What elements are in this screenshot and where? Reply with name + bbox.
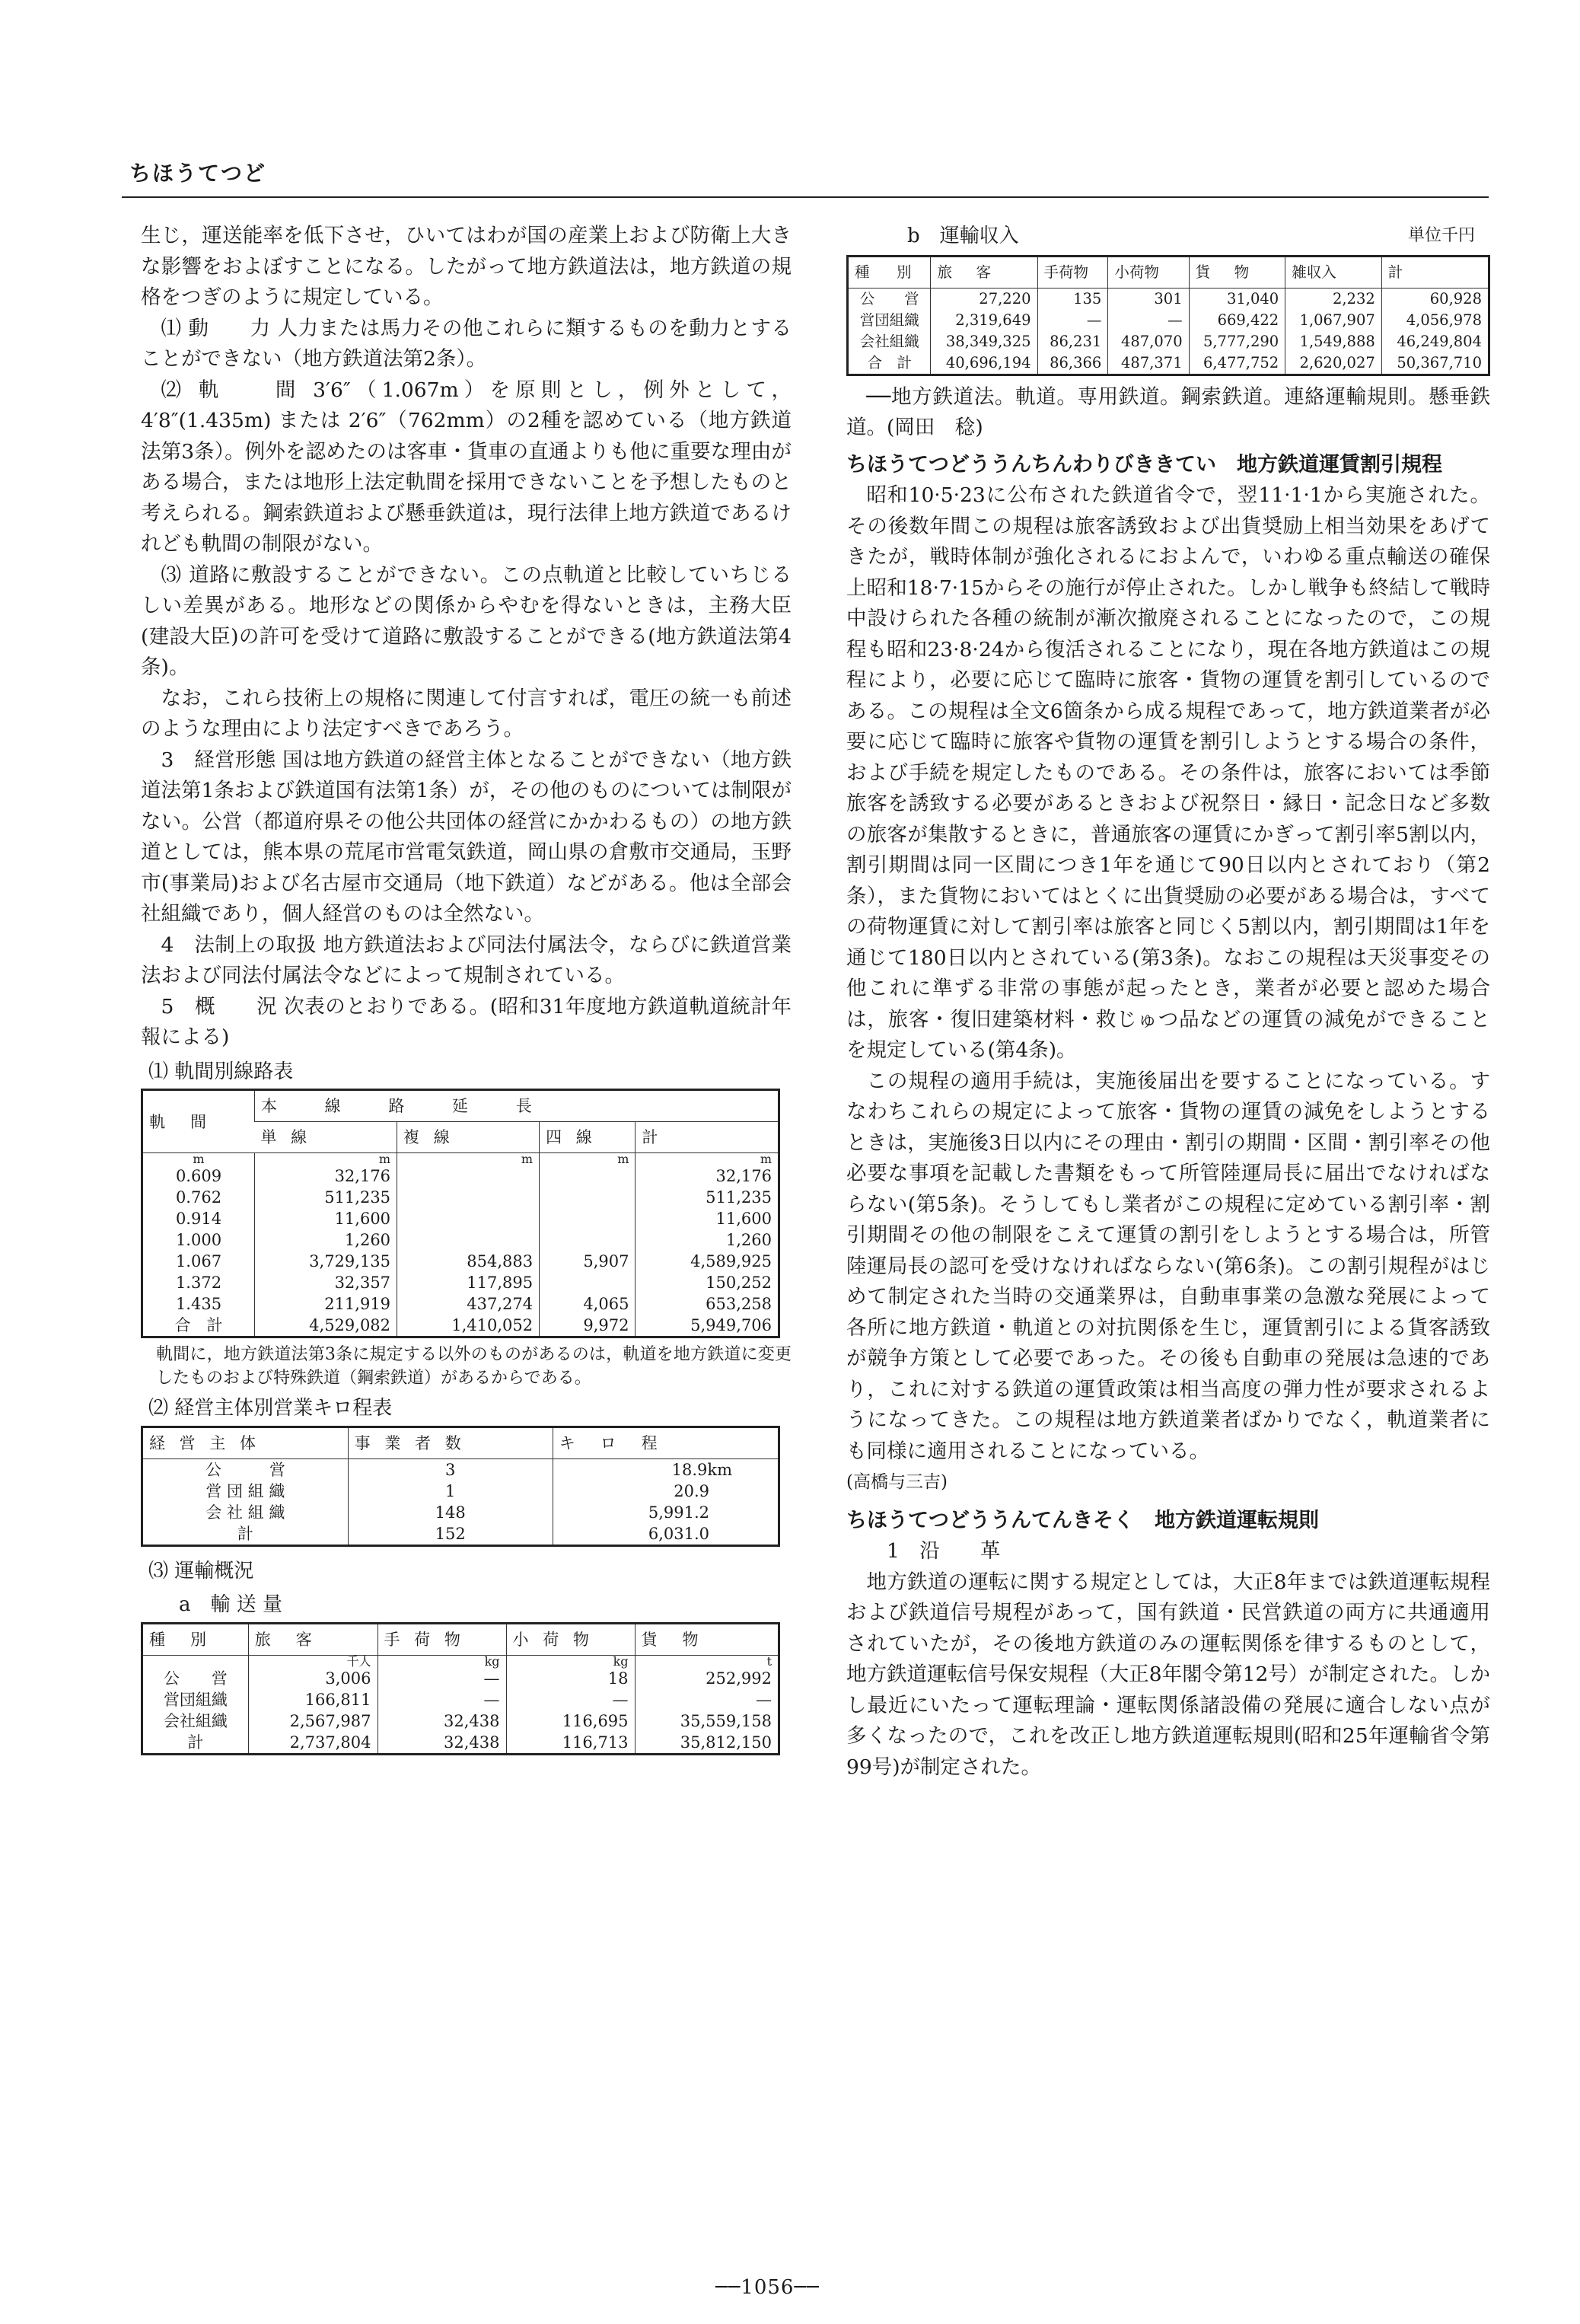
table-row	[142, 1481, 779, 1502]
paragraph: 生じ，運送能率を低下させ，ひいてはわが国の産業上および防衛上大きな影響をおよぼすことになる。したがって地方鉄道法は，地方鉄道の規格をつぎのように規定している。	[141, 224, 792, 309]
table-header: 事 業 者 数	[348, 1427, 553, 1458]
cell: 計	[187, 1733, 204, 1752]
cell: 11,600	[636, 1208, 779, 1229]
paragraph: ⑴ 動 力 人力または馬力その他これらに類するものを動力とすることができない（地方鉄道法第2条）。	[141, 316, 792, 371]
unit-label: m	[193, 1152, 205, 1166]
table-header: 雑収入	[1285, 256, 1382, 288]
cell	[540, 1208, 636, 1229]
table-row	[142, 1165, 779, 1187]
unit-label: kg	[377, 1655, 506, 1668]
cell: 3,006	[248, 1668, 377, 1689]
unit-label: t	[635, 1655, 779, 1668]
see-also: ──地方鉄道法。軌道。専用鉄道。鋼索鉄道。連絡運輸規則。懸垂鉄道。(岡田 稔)	[846, 384, 1490, 439]
table-row	[848, 288, 1489, 310]
cell: 9,972	[540, 1315, 636, 1337]
cell	[397, 1187, 540, 1208]
cell: 4,529,082	[255, 1315, 397, 1337]
table-header: 小 荷 物	[506, 1623, 635, 1655]
table-header: 軌 間	[142, 1090, 255, 1153]
cell: 150,252	[636, 1272, 779, 1293]
cell: 1.000	[175, 1231, 222, 1249]
cell: 1,260	[255, 1229, 397, 1251]
cell: 会 社 組 織	[205, 1503, 285, 1522]
cell: 2,567,987	[248, 1710, 377, 1732]
table1-caption: ⑴ 軌間別線路表	[148, 1060, 294, 1083]
table3-caption: ⑶ 運輸概況	[148, 1559, 254, 1583]
transport-volume-table	[141, 1622, 780, 1755]
cell: 148	[348, 1502, 553, 1523]
cell: 46,249,804	[1381, 331, 1489, 352]
cell: 6,477,752	[1189, 352, 1285, 375]
paragraph: ⑶ 道路に敷設することができない。この点軌道と比較していちじるしい差異がある。地形などの関係からやむを得ないときは，主務大臣(建設大臣)の許可を受けて道路に敷設することができる(地方鉄道法第4条)。	[141, 563, 792, 679]
cell: 32,438	[377, 1710, 506, 1732]
cell: 6,031.0	[553, 1523, 779, 1546]
cell: 166,811	[248, 1689, 377, 1710]
cell: —	[635, 1689, 779, 1710]
table-header: 手荷物	[1037, 256, 1108, 288]
cell: 1,067,907	[1285, 310, 1382, 331]
cell: 301	[1108, 288, 1189, 310]
cell: 653,258	[636, 1293, 779, 1315]
cell: 18	[506, 1668, 635, 1689]
cell: 487,070	[1108, 331, 1189, 352]
signature: (高橋与三吉)	[846, 1472, 948, 1492]
cell: 計	[237, 1524, 253, 1543]
cell: 135	[1037, 288, 1108, 310]
table-header: キ ロ 程	[553, 1427, 779, 1458]
table-row	[142, 1710, 779, 1732]
cell	[540, 1165, 636, 1187]
cell: 1,260	[636, 1229, 779, 1251]
cell: —	[506, 1689, 635, 1710]
cell: 116,713	[506, 1732, 635, 1755]
paragraph: 5 概 況 次表のとおりである。(昭和31年度地方鉄道軌道統計年報による)	[141, 994, 792, 1049]
cell: 511,235	[255, 1187, 397, 1208]
cell: 152	[348, 1523, 553, 1546]
cell: 4,065	[540, 1293, 636, 1315]
cell: 32,176	[255, 1165, 397, 1187]
cell: 会社組織	[859, 332, 919, 350]
cell: 1.067	[175, 1252, 222, 1270]
cell: 31,040	[1189, 288, 1285, 310]
gauge-table	[141, 1089, 780, 1338]
cell: 2,737,804	[248, 1732, 377, 1755]
paragraph: この規程の適用手続は，実施後届出を要することになっている。すなわちこれらの規定によって旅客・貨物の運賃の減免をしようとするときは，実施後3日以内にその理由・割引の期間・区間・割引率その他必要な事項を記載した書類をもって所管陸運局長に届出でなければならない(第5条)。そうしてもし業者がこの規程に定めている割引率・割引期間その他の制限をこえて運賃の割引をしようとする場合は，所管陸運局長の認可を受けなければならない(第6条)。この割引規程がはじめて制定された当時の交通業界は，自動車事業の急激な発展によって各所に地方鉄道・軌道との対抗関係を生じ，運賃割引による貨客誘致が競争方策として必要であった。その後も自動車の発展は急速的であり，これに対する鉄道の運賃政策は相当高度の弾力性が要求されるようになってきた。この規程は地方鉄道業者ばかりでなく，軌道業者にも同様に適用されることになっている。	[846, 1069, 1490, 1463]
table-header: 手 荷 物	[377, 1623, 506, 1655]
cell: 営団組織	[859, 311, 919, 329]
cell: 0.609	[175, 1167, 222, 1185]
table3-subcaption: a 輸 送 量	[179, 1593, 283, 1616]
cell: 511,235	[636, 1187, 779, 1208]
cell: 35,812,150	[635, 1732, 779, 1755]
cell: 合 計	[867, 353, 912, 371]
cell: 1	[348, 1481, 553, 1502]
cell: 営 団 組 織	[205, 1481, 285, 1500]
table-row	[142, 1272, 779, 1293]
table-header: 小荷物	[1108, 256, 1189, 288]
cell: 営団組織	[163, 1690, 228, 1709]
cell: 487,371	[1108, 352, 1189, 375]
cell: 2,620,027	[1285, 352, 1382, 375]
cell	[397, 1229, 540, 1251]
table-header: 複 線	[397, 1122, 540, 1153]
paragraph: 昭和10·5·23に公布された鉄道省令で，翌11·1·1から実施された。その後数年間この規程は旅客誘致および出貨奨励上相当効果をあげてきたが，戦時体制が強化されるにおよんで，いわゆる重点輸送の確保上昭和18·7·15からその施行が停止された。しかし戦争も終結して戦時中設けられた各種の統制が漸次撤廃されることになったので，この規程も昭和23·8·24から復活されることになり，現在各地方鉄道はこの規程により，必要に応じて臨時に旅客・貨物の運賃を割引しているのである。この規程は全文6箇条から成る規程であって，地方鉄道業者が必要に応じて臨時に旅客や貨物の運賃を割引しようとする場合の条件，および手続を規定したものである。その条件は，旅客においては季節旅客を誘致する必要があるときおよび祝祭日・縁日・記念日など多数の旅客が集散するときに，普通旅客の運賃にかぎって割引率5割以内，割引期間は同一区間につき1年を通じて90日以内とされており（第2条），また貨物においてはとくに出貨奨励の必要がある場合は，すべての荷物運賃に対して割引率は旅客と同じく5割以内，割引期間は1年を通じて180日以内とされている(第3条)。なおこの規程は天災事変その他これに準ずる非常の事態が起ったとき，業者が必要と認めた場合は，旅客・復旧建築材料・救じゅつ品などの運賃の減免ができることを規定している(第4条)。	[846, 483, 1490, 1062]
paragraph: 4 法制上の取扱 地方鉄道法および同法付属法令，ならびに鉄道営業法および同法付属法令などによって規制されている。	[141, 932, 792, 987]
cell: 会社組織	[163, 1711, 228, 1730]
cell: 437,274	[397, 1293, 540, 1315]
table-header: 計	[1381, 256, 1489, 288]
cell: 669,422	[1189, 310, 1285, 331]
cell: 86,366	[1037, 352, 1108, 375]
cell: 117,895	[397, 1272, 540, 1293]
cell	[397, 1165, 540, 1187]
unit-label: m	[255, 1153, 397, 1166]
cell: 公 営	[163, 1669, 228, 1688]
table-row	[142, 1229, 779, 1251]
table-header: 経 営 主 体	[142, 1427, 349, 1458]
paragraph: ⑵ 軌 間 3′6″（1.067m）を原則とし，例外として，4′8″(1.435m) または 2′6″（762mm）の2種を認めている（地方鉄道法第3条）。例外を認めたのは客車・貨車の直通よりも他に重要な理由がある場合，または地形上法定軌間を採用できないことを予想したものと考えられる。鋼索鉄道および懸垂鉄道は，現行法律上地方鉄道であるけれども軌間の制限がない。	[141, 378, 792, 556]
cell: 3	[348, 1458, 553, 1481]
cell: 5,777,290	[1189, 331, 1285, 352]
cell	[397, 1208, 540, 1229]
cell: 35,559,158	[635, 1710, 779, 1732]
table-header: 計	[636, 1122, 779, 1153]
table-header: 単 線	[255, 1122, 397, 1153]
table-row	[142, 1668, 779, 1689]
cell: 5,991.2	[553, 1502, 779, 1523]
cell: —	[1037, 310, 1108, 331]
transport-revenue-table	[846, 255, 1490, 376]
table-row	[142, 1293, 779, 1315]
table4-unit: 単位千円	[1407, 226, 1475, 245]
unit-label: kg	[506, 1655, 635, 1668]
table-row	[142, 1523, 779, 1546]
page-number: ──1056──	[715, 2276, 820, 2299]
unit-label: 千人	[248, 1655, 377, 1668]
table-row	[142, 1315, 779, 1337]
cell	[540, 1187, 636, 1208]
cell: 0.914	[175, 1210, 222, 1228]
table-row	[142, 1502, 779, 1523]
running-title: ちほうてつど	[129, 161, 267, 186]
cell: 4,056,978	[1381, 310, 1489, 331]
header-rule	[122, 196, 1489, 198]
table4-caption: b 運輸収入	[907, 225, 1019, 247]
table-row	[142, 1458, 779, 1481]
cell: 5,949,706	[636, 1315, 779, 1337]
unit-label: m	[540, 1153, 636, 1166]
table-header: 旅 客	[931, 256, 1037, 288]
cell	[540, 1229, 636, 1251]
table-row	[142, 1208, 779, 1229]
section-heading: 1 沿 革	[887, 1539, 1001, 1563]
cell: 1.372	[175, 1274, 222, 1292]
cell: 38,349,325	[931, 331, 1037, 352]
cell: 3,729,135	[255, 1251, 397, 1272]
table-header: 四 線	[540, 1122, 636, 1153]
table2-caption: ⑵ 経営主体別営業キロ程表	[148, 1397, 393, 1420]
cell: 32,176	[636, 1165, 779, 1187]
cell: 0.762	[175, 1188, 222, 1207]
cell: 4,589,925	[636, 1251, 779, 1272]
table-row	[142, 1187, 779, 1208]
cell: 40,696,194	[931, 352, 1037, 375]
unit-label: m	[397, 1153, 540, 1166]
cell: 854,883	[397, 1251, 540, 1272]
entry-heading: ちほうてつどううんちんわりびききてい 地方鉄道運賃割引規程	[846, 452, 1442, 477]
table-row	[142, 1251, 779, 1272]
paragraph: なお，これら技術上の規格に関連して付言すれば，電圧の統一も前述のような理由により法定すべきであろう。	[141, 686, 792, 741]
cell: 60,928	[1381, 288, 1489, 310]
cell: —	[377, 1689, 506, 1710]
cell: 合 計	[174, 1316, 223, 1334]
cell: 2,319,649	[931, 310, 1037, 331]
cell: 公 営	[859, 289, 919, 308]
entry-heading: ちほうてつどううんてんきそく 地方鉄道運転規則	[846, 1508, 1319, 1532]
cell: 18.9km	[553, 1458, 779, 1481]
table-header: 旅 客	[248, 1623, 377, 1655]
cell: 211,919	[255, 1293, 397, 1315]
left-column	[141, 221, 792, 1755]
table-header: 本 線 路 延 長	[255, 1090, 779, 1122]
cell: 5,907	[540, 1251, 636, 1272]
operator-table	[141, 1426, 780, 1547]
cell: 32,438	[377, 1732, 506, 1755]
table-note: 軌間に，地方鉄道法第3条に規定する以外のものがあるのは，軌道を地方鉄道に変更したものおよび特殊鉄道（鋼索鉄道）があるからである。	[156, 1345, 792, 1388]
paragraph: 3 経営形態 国は地方鉄道の経営主体となることができない（地方鉄道法第1条および鉄道国有法第1条）が，その他のものについては制限がない。公営（都道府県その他公共団体の経営にかかわるもの）の地方鉄道としては，熊本県の荒尾市営電気鉄道，岡山県の倉敷市交通局，玉野市(事業局)および名古屋市交通局（地下鉄道）などがある。他は全部会社組織であり，個人経営のものは全然ない。	[141, 748, 792, 926]
table-header: 種 別	[848, 256, 931, 288]
table-header: 種 別	[142, 1623, 249, 1655]
cell: 公 営	[205, 1460, 285, 1479]
table-row	[848, 310, 1489, 331]
cell: 27,220	[931, 288, 1037, 310]
table-row	[848, 331, 1489, 352]
cell: 86,231	[1037, 331, 1108, 352]
table-row	[142, 1689, 779, 1710]
table-row	[142, 1732, 779, 1755]
cell: 116,695	[506, 1710, 635, 1732]
cell: 2,232	[1285, 288, 1382, 310]
cell: 20.9	[553, 1481, 779, 1502]
cell: 252,992	[635, 1668, 779, 1689]
table-header: 貨 物	[1189, 256, 1285, 288]
cell: —	[1108, 310, 1189, 331]
table-row	[848, 352, 1489, 375]
cell	[540, 1272, 636, 1293]
cell: 1.435	[175, 1295, 222, 1313]
paragraph: 地方鉄道の運転に関する規定としては，大正8年までは鉄道運転規程および鉄道信号規程があって，国有鉄道・民営鉄道の両方に共通適用されていたが，その後地方鉄道のみの運転関係を律するものとして，地方鉄道運転信号保安規程（大正8年閣令第12号）が制定された。しかし最近にいたって運転理論・運転関係諸設備の発展に適合しない点が多くなったので，これを改正し地方鉄道運転規則(昭和25年運輸省令第99号)が制定された。	[846, 1570, 1490, 1779]
cell: 32,357	[255, 1272, 397, 1293]
unit-label: m	[636, 1153, 779, 1166]
cell: 1,549,888	[1285, 331, 1382, 352]
right-column	[846, 221, 1490, 1783]
table-header: 貨 物	[635, 1623, 779, 1655]
cell: 50,367,710	[1381, 352, 1489, 375]
cell: 11,600	[255, 1208, 397, 1229]
cell: 1,410,052	[397, 1315, 540, 1337]
unit-label	[142, 1655, 249, 1668]
cell: —	[377, 1668, 506, 1689]
